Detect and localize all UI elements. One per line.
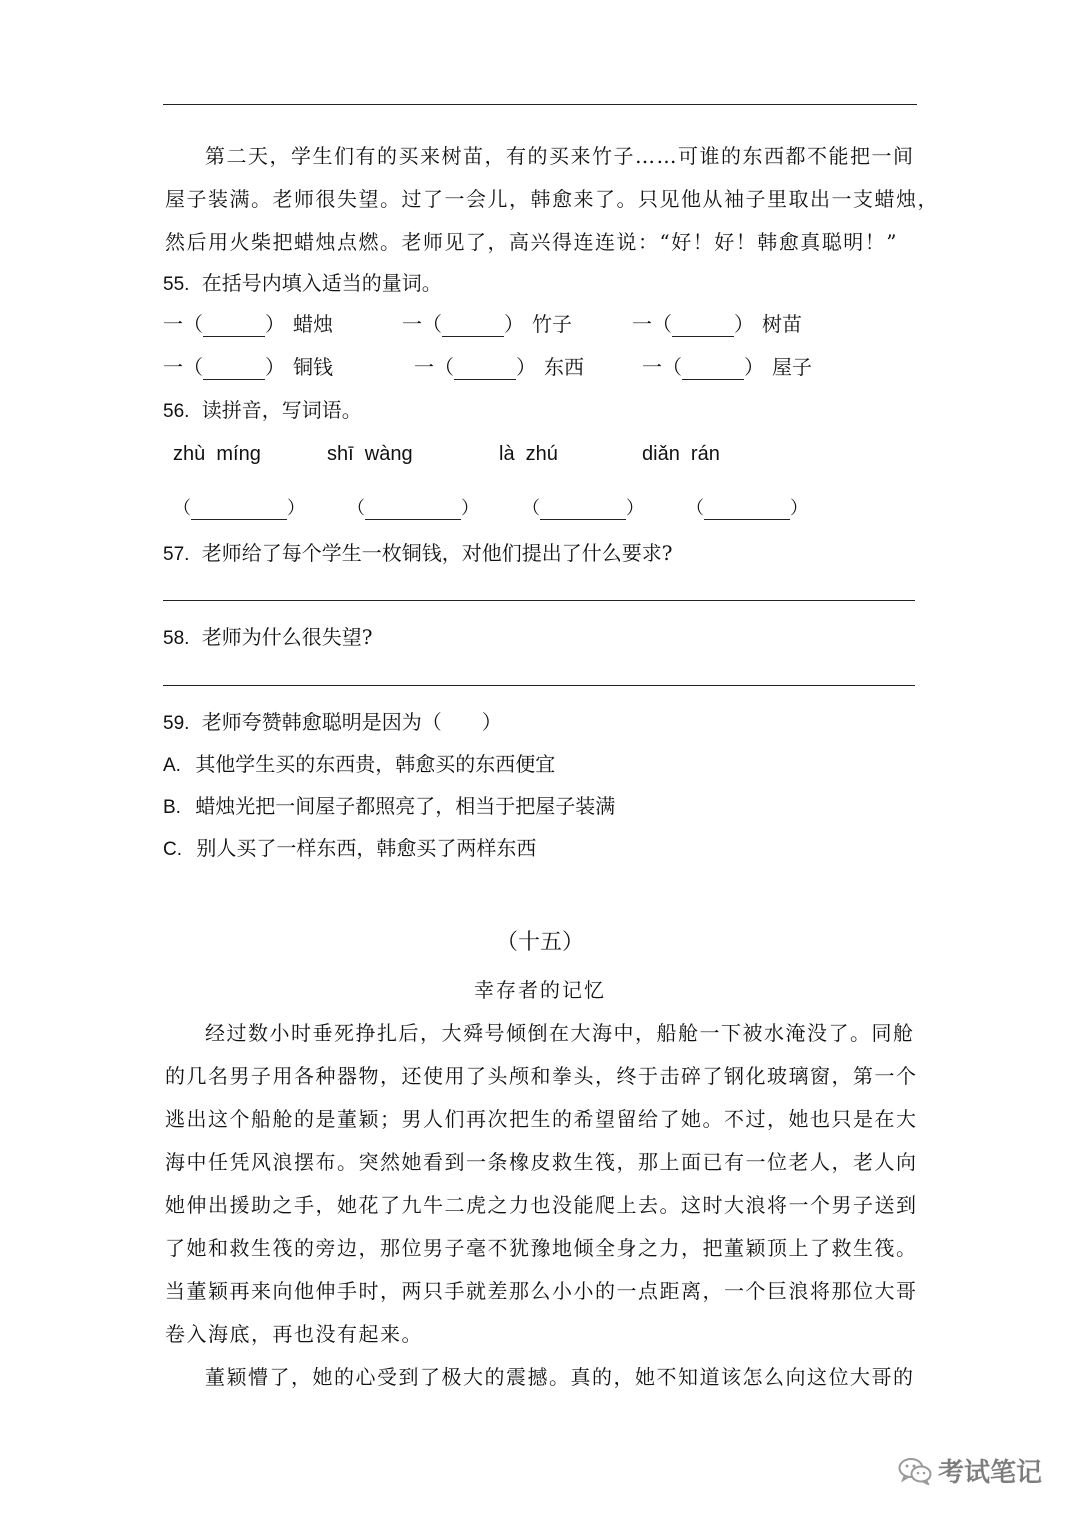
passage-line: 第二天，学生们有的买来树苗，有的买来竹子……可谁的东西都不能把一间 xyxy=(205,144,915,168)
choice-option-c[interactable] xyxy=(163,832,536,861)
pinyin: shī wàng xyxy=(327,443,413,465)
measure-word-item: 一（ ） 东西 xyxy=(414,355,584,379)
watermark xyxy=(898,1452,1042,1489)
question-number: 58. xyxy=(163,628,190,649)
question-number: 55. xyxy=(163,274,190,295)
fill-blank[interactable] xyxy=(454,361,516,380)
question-text: 老师夸赞韩愈聪明是因为（ ） xyxy=(201,710,502,734)
option-text: 蜡烛光把一间屋子都照亮了，相当于把屋子装满 xyxy=(195,794,616,818)
passage-line: 逃出这个船舱的是董颖；男人们再次把生的希望留给了她。不过，她也只是在大 xyxy=(165,1107,918,1131)
answer-line[interactable] xyxy=(163,600,915,601)
passage-title: 幸存者的记忆 xyxy=(474,978,606,1002)
pinyin: diǎn rán xyxy=(642,443,720,465)
header-rule xyxy=(163,104,917,105)
passage-line: 海中任凭风浪摆布。突然她看到一条橡皮救生筏，那上面已有一位老人，老人向 xyxy=(165,1150,918,1174)
word-blank: （ ） xyxy=(173,498,305,519)
question-59 xyxy=(163,706,502,735)
measure-word-item: 一（ ） 树苗 xyxy=(632,312,802,336)
wechat-icon xyxy=(898,1457,932,1485)
pinyin: là zhú xyxy=(499,443,558,465)
question-text: 读拼音，写词语。 xyxy=(201,398,362,422)
passage-line: 经过数小时垂死挣扎后，大舜号倾倒在大海中，船舱一下被水淹没了。同舱 xyxy=(205,1021,915,1045)
option-text: 其他学生买的东西贵，韩愈买的东西便宜 xyxy=(195,752,556,776)
passage-line: 董颖懵了，她的心受到了极大的震撼。真的，她不知道该怎么向这位大哥的 xyxy=(205,1365,915,1389)
choice-option-a[interactable] xyxy=(163,748,555,777)
word-blank: （ ） xyxy=(522,498,644,519)
passage-line: 了她和救生筏的旁边，那位男子毫不犹豫地倾全身之力，把董颖顶上了救生筏。 xyxy=(165,1236,918,1260)
fill-blank[interactable] xyxy=(442,318,504,337)
option-letter: A. xyxy=(163,755,181,776)
pinyin: zhù míng xyxy=(173,443,261,465)
question-text: 在括号内填入适当的量词。 xyxy=(201,271,442,295)
question-number: 56. xyxy=(163,401,190,422)
question-text: 老师给了每个学生一枚铜钱，对他们提出了什么要求? xyxy=(201,541,673,565)
choice-option-b[interactable] xyxy=(163,790,615,819)
measure-word-item: 一（ ） 蜡烛 xyxy=(163,312,333,336)
watermark-text: 考试笔记 xyxy=(938,1458,1043,1488)
passage-line: 卷入海底，再也没有起来。 xyxy=(165,1322,423,1346)
passage-line: 的几名男子用各种器物，还使用了头颅和拳头，终于击碎了钢化玻璃窗，第一个 xyxy=(165,1064,918,1088)
question-56 xyxy=(163,394,362,423)
option-letter: C. xyxy=(163,839,182,860)
option-text: 别人买了一样东西，韩愈买了两样东西 xyxy=(196,836,537,860)
fill-blank[interactable] xyxy=(365,501,461,520)
question-57 xyxy=(163,537,673,566)
fill-blank[interactable] xyxy=(203,318,265,337)
measure-word-item: 一（ ） 竹子 xyxy=(402,312,572,336)
fill-blank[interactable] xyxy=(203,361,265,380)
question-55 xyxy=(163,267,442,296)
fill-blank[interactable] xyxy=(672,318,734,337)
passage-line: 当董颖再来向他伸手时，两只手就差那么小小的一点距离，一个巨浪将那位大哥 xyxy=(165,1279,918,1303)
word-blank: （ ） xyxy=(347,498,479,519)
section-number: （十五） xyxy=(495,930,584,955)
question-text: 老师为什么很失望? xyxy=(201,625,373,649)
answer-line[interactable] xyxy=(163,685,915,686)
fill-blank[interactable] xyxy=(540,501,626,520)
word-blank: （ ） xyxy=(686,498,808,519)
option-letter: B. xyxy=(163,797,181,818)
question-number: 57. xyxy=(163,544,190,565)
question-58 xyxy=(163,621,373,650)
measure-word-item: 一（ ） 屋子 xyxy=(642,355,812,379)
passage-line: 然后用火柴把蜡烛点燃。老师见了，高兴得连连说：“好！好！韩愈真聪明！” xyxy=(165,230,898,254)
fill-blank[interactable] xyxy=(704,501,790,520)
passage-line: 她伸出援助之手，她花了九牛二虎之力也没能爬上去。这时大浪将一个男子送到 xyxy=(165,1193,918,1217)
measure-word-item: 一（ ） 铜钱 xyxy=(163,355,333,379)
question-number: 59. xyxy=(163,713,190,734)
passage-line: 屋子装满。老师很失望。过了一会儿，韩愈来了。只见他从袖子里取出一支蜡烛， xyxy=(165,187,939,211)
fill-blank[interactable] xyxy=(191,501,287,520)
fill-blank[interactable] xyxy=(682,361,744,380)
